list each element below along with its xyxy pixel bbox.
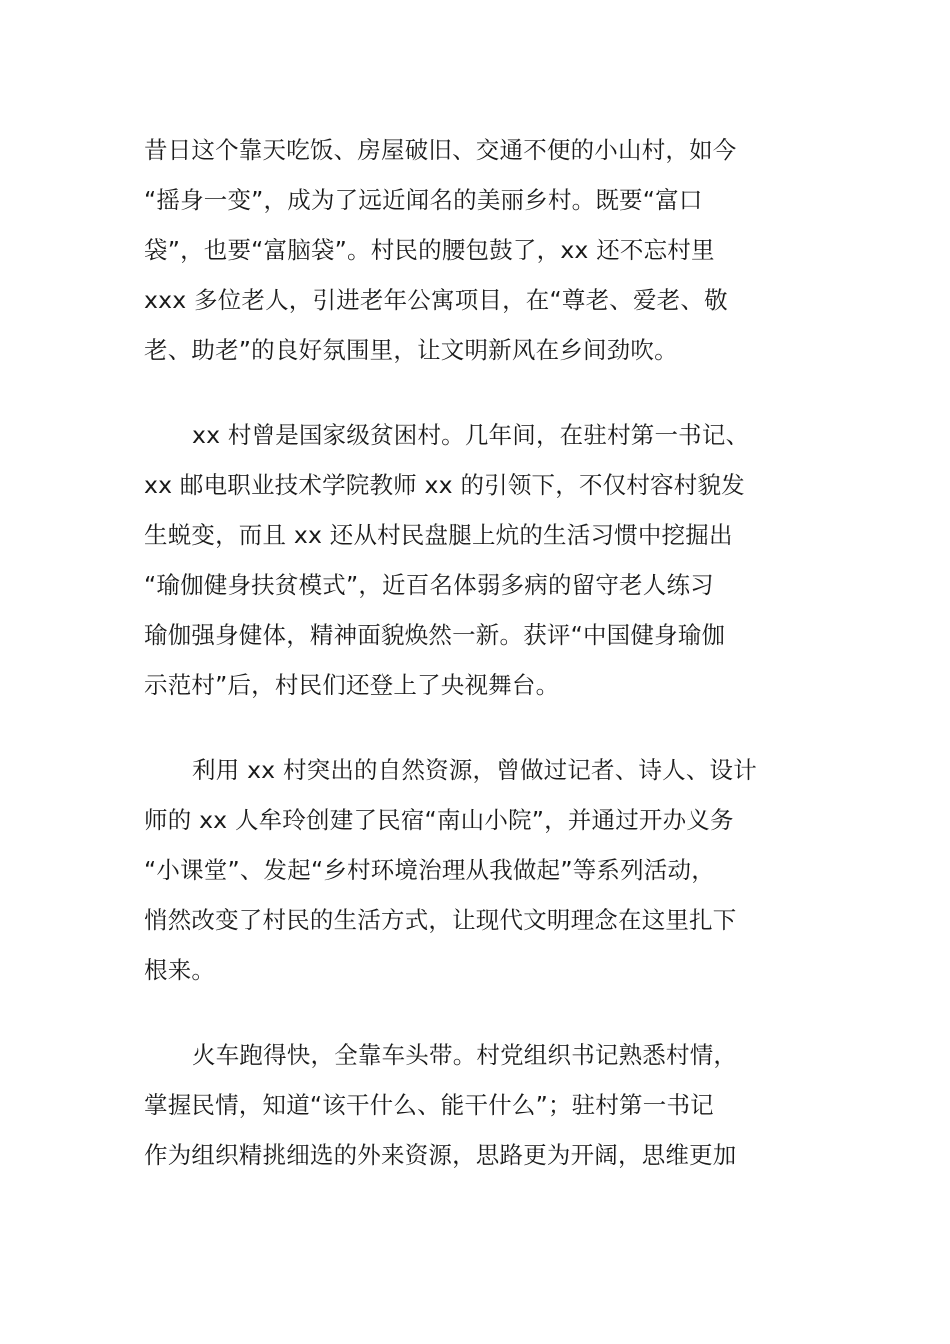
paragraph-2 [144, 410, 806, 710]
paragraph-line: 瑜伽强身健体，精神面貌焕然一新。获评“中国健身瑜伽 [144, 621, 726, 649]
paragraph-line: 作为组织精挑细选的外来资源，思路更为开阔，思维更加 [144, 1141, 737, 1169]
paragraph-line: “摇身一变”，成为了远近闻名的美丽乡村。既要“富口 [144, 186, 703, 214]
paragraph-line: xx 邮电职业技术学院教师 xx 的引领下，不仅村容村貌发 [144, 471, 745, 499]
paragraph-line: 掌握民情，知道“该干什么、能干什么”；驻村第一书记 [144, 1091, 714, 1119]
paragraph-line: 悄然改变了村民的生活方式，让现代文明理念在这里扎下 [144, 906, 737, 934]
paragraph-line: 利用 xx 村突出的自然资源，曾做过记者、诗人、设计 [192, 756, 757, 784]
paragraph-line: xxx 多位老人，引进老年公寓项目，在“尊老、爱老、敬 [144, 286, 728, 314]
paragraph-line: 根来。 [144, 956, 216, 984]
paragraph-line: 火车跑得快，全靠车头带。村党组织书记熟悉村情， [192, 1041, 738, 1069]
paragraph-line: 袋”，也要“富脑袋”。村民的腰包鼓了，xx 还不忘村里 [144, 236, 715, 264]
paragraph-line: 昔日这个靠天吃饭、房屋破旧、交通不便的小山村，如今 [144, 136, 737, 164]
paragraph-line: “小课堂”、发起“乡村环境治理从我做起”等系列活动， [144, 856, 715, 884]
paragraph-line: 老、助老”的良好氛围里，让文明新风在乡间劲吹。 [144, 336, 678, 364]
paragraph-4 [144, 1030, 806, 1180]
paragraph-line: 师的 xx 人牟玲创建了民宿“南山小院”，并通过开办义务 [144, 806, 734, 834]
paragraph-1 [144, 125, 806, 375]
paragraph-line: “瑜伽健身扶贫模式”，近百名体弱多病的留守老人练习 [144, 571, 714, 599]
paragraph-line: 生蜕变，而且 xx 还从村民盘腿上炕的生活习惯中挖掘出 [144, 521, 733, 549]
paragraph-3 [144, 745, 806, 995]
paragraph-line: 示范村”后，村民们还登上了央视舞台。 [144, 671, 560, 699]
paragraph-line: xx 村曾是国家级贫困村。几年间，在驻村第一书记、 [192, 421, 750, 449]
